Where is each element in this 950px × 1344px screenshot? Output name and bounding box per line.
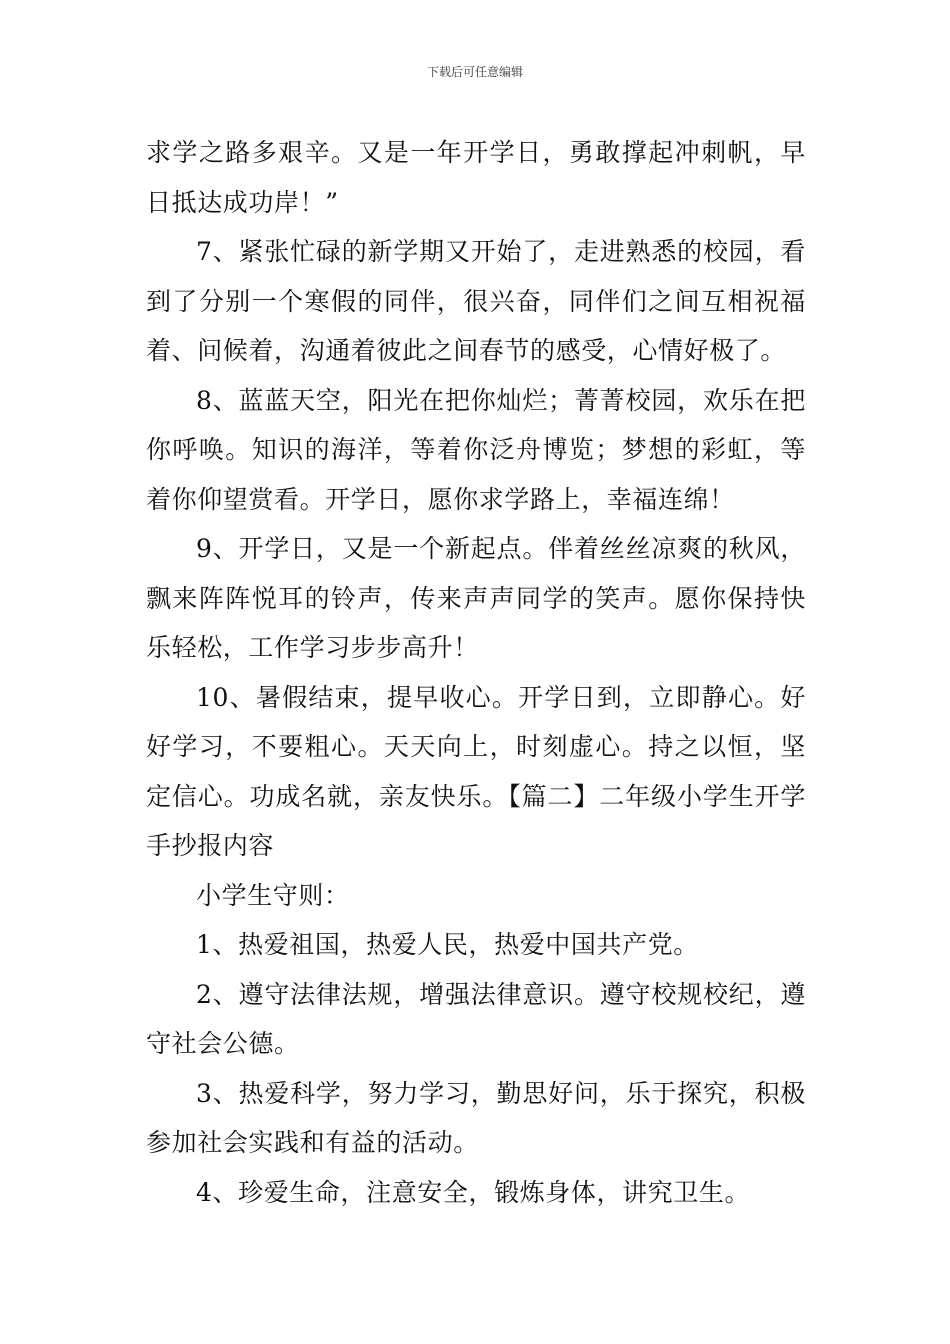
paragraph-rule-2: 2、遵守法律法规，增强法律意识。遵守校规校纪，遵守社会公德。 [146,979,806,1058]
paragraph-item-10: 10、暑假结束，提早收心。开学日到，立即静心。好好学习，不要粗心。天天向上，时刻虚心。持之以恒，坚定信心。功成名就，亲友快乐。【篇二】二年级小学生开学手抄报内容 [146,682,806,860]
document-body [146,128,806,1217]
page-header-note: 下载后可任意编辑 [426,65,523,79]
paragraph-item-9: 9、开学日，又是一个新起点。伴着丝丝凉爽的秋风，飘来阵阵悦耳的铃声，传来声声同学的笑声。愿你保持快乐轻松，工作学习步步高升！ [146,534,806,662]
paragraph-item-7: 7、紧张忙碌的新学期又开始了，走进熟悉的校园，看到了分别一个寒假的同伴，很兴奋，同伴们之间互相祝福着、问候着，沟通着彼此之间春节的感受，心情好极了。 [146,237,806,365]
paragraph-rules-heading: 小学生守则： [196,880,350,910]
paragraph-rule-3: 3、热爱科学，努力学习，勤思好问，乐于探究，积极参加社会实践和有益的活动。 [146,1078,806,1157]
paragraph-continuation: 求学之路多艰辛。又是一年开学日，勇敢撑起冲刺帆，早日抵达成功岸！” [146,138,806,217]
paragraph-rule-1: 1、热爱祖国，热爱人民，热爱中国共产党。 [196,930,699,959]
paragraph-rule-4: 4、珍爱生命，注意安全，锻炼身体，讲究卫生。 [196,1177,751,1207]
paragraph-item-8: 8、蓝蓝天空，阳光在把你灿烂；菁菁校园，欢乐在把你呼唤。知识的海洋，等着你泛舟博览；梦想的彩虹，等着你仰望赏看。开学日，愿你求学路上，幸福连绵！ [146,385,806,514]
